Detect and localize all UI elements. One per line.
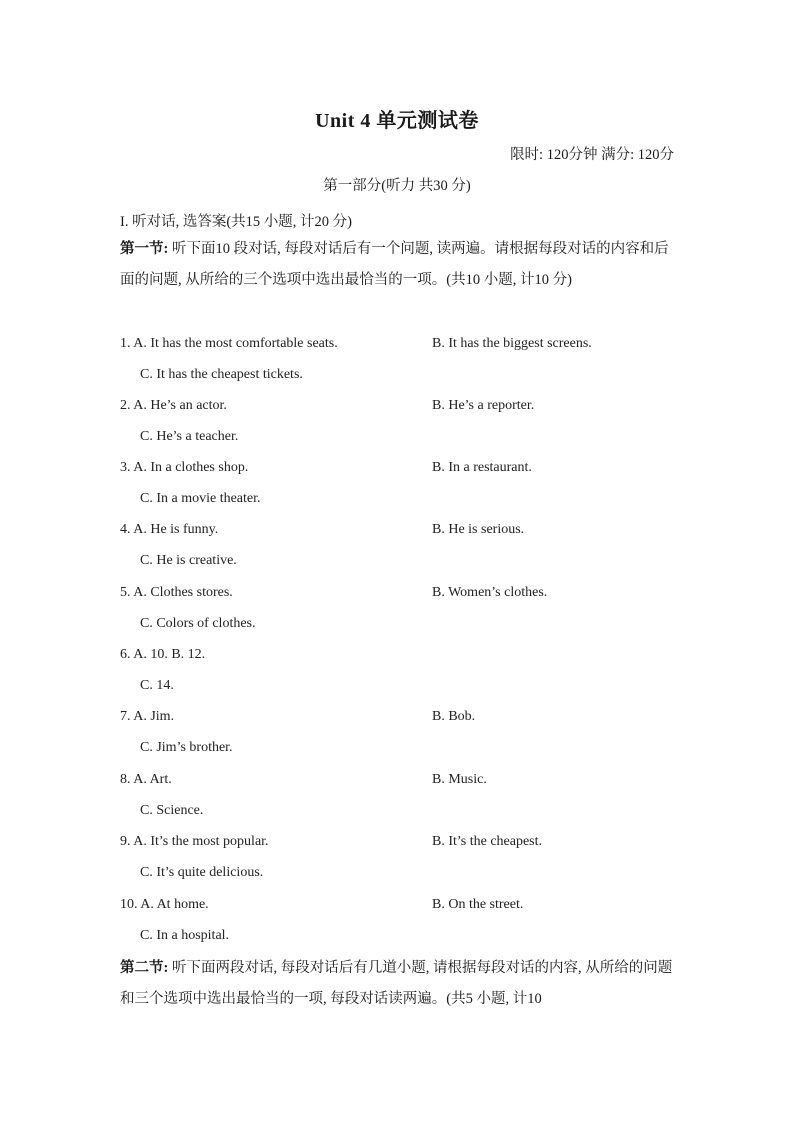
- question-6-option-a: 6. A. 10. B. 12.: [120, 647, 206, 662]
- question-4-option-a: 4. A. He is funny.: [120, 522, 219, 537]
- question-3-option-a: 3. A. In a clothes shop.: [120, 460, 249, 475]
- question-9-option-a: 9. A. It’s the most popular.: [120, 834, 269, 849]
- question-8-option-c: C. Science.: [140, 803, 204, 818]
- question-4-option-b: B. He is serious.: [432, 522, 525, 537]
- question-2-option-a: 2. A. He’s an actor.: [120, 398, 227, 413]
- question-1-option-b: B. It has the biggest screens.: [432, 336, 592, 351]
- question-5-option-c: C. Colors of clothes.: [140, 616, 256, 631]
- question-7-option-a: 7. A. Jim.: [120, 709, 175, 724]
- question-3-option-b: B. In a restaurant.: [432, 460, 532, 475]
- question-5-option-b: B. Women’s clothes.: [432, 585, 548, 600]
- section1-label: 第一节:: [120, 241, 169, 257]
- question-9-option-b: B. It’s the cheapest.: [432, 834, 543, 849]
- question-10-option-c: C. In a hospital.: [140, 928, 230, 943]
- question-7-option-c: C. Jim’s brother.: [140, 740, 233, 755]
- page-title: Unit 4 单元测试卷: [315, 110, 479, 132]
- question-8-option-b: B. Music.: [432, 772, 487, 787]
- section1-instruction: [120, 234, 675, 296]
- question-5-option-a: 5. A. Clothes stores.: [120, 585, 233, 600]
- question-1-option-a: 1. A. It has the most comfortable seats.: [120, 336, 338, 351]
- time-and-score: 限时: 120分钟 满分: 120分: [510, 147, 674, 163]
- section1-text: 听下面10 段对话, 每段对话后有一个问题, 读两遍。请根据每段对话的内容和后面的问题, 从所给的三个选项中选出最恰当的一项。(共10 小题, 计10 分): [120, 241, 669, 288]
- question-2-option-c: C. He’s a teacher.: [140, 429, 239, 444]
- question-2-option-b: B. He’s a reporter.: [432, 398, 535, 413]
- question-6-option-c: C. 14.: [140, 678, 174, 693]
- section2-text: 听下面两段对话, 每段对话后有几道小题, 请根据每段对话的内容, 从所给的问题和三个选项中选出最恰当的一项, 每段对话读两遍。(共5 小题, 计10: [120, 960, 673, 1007]
- question-1-option-c: C. It has the cheapest tickets.: [140, 367, 303, 382]
- section2-instruction: [120, 953, 675, 1015]
- question-10-option-a: 10. A. At home.: [120, 897, 209, 912]
- question-10-option-b: B. On the street.: [432, 897, 524, 912]
- question-3-option-c: C. In a movie theater.: [140, 491, 261, 506]
- question-9-option-c: C. It’s quite delicious.: [140, 865, 264, 880]
- question-4-option-c: C. He is creative.: [140, 553, 237, 568]
- section2-label: 第二节:: [120, 960, 169, 976]
- question-8-option-a: 8. A. Art.: [120, 772, 172, 787]
- part-heading: 第一部分(听力 共30 分): [323, 178, 471, 194]
- section-heading: I. 听对话, 选答案(共15 小题, 计20 分): [120, 214, 352, 230]
- question-7-option-b: B. Bob.: [432, 709, 476, 724]
